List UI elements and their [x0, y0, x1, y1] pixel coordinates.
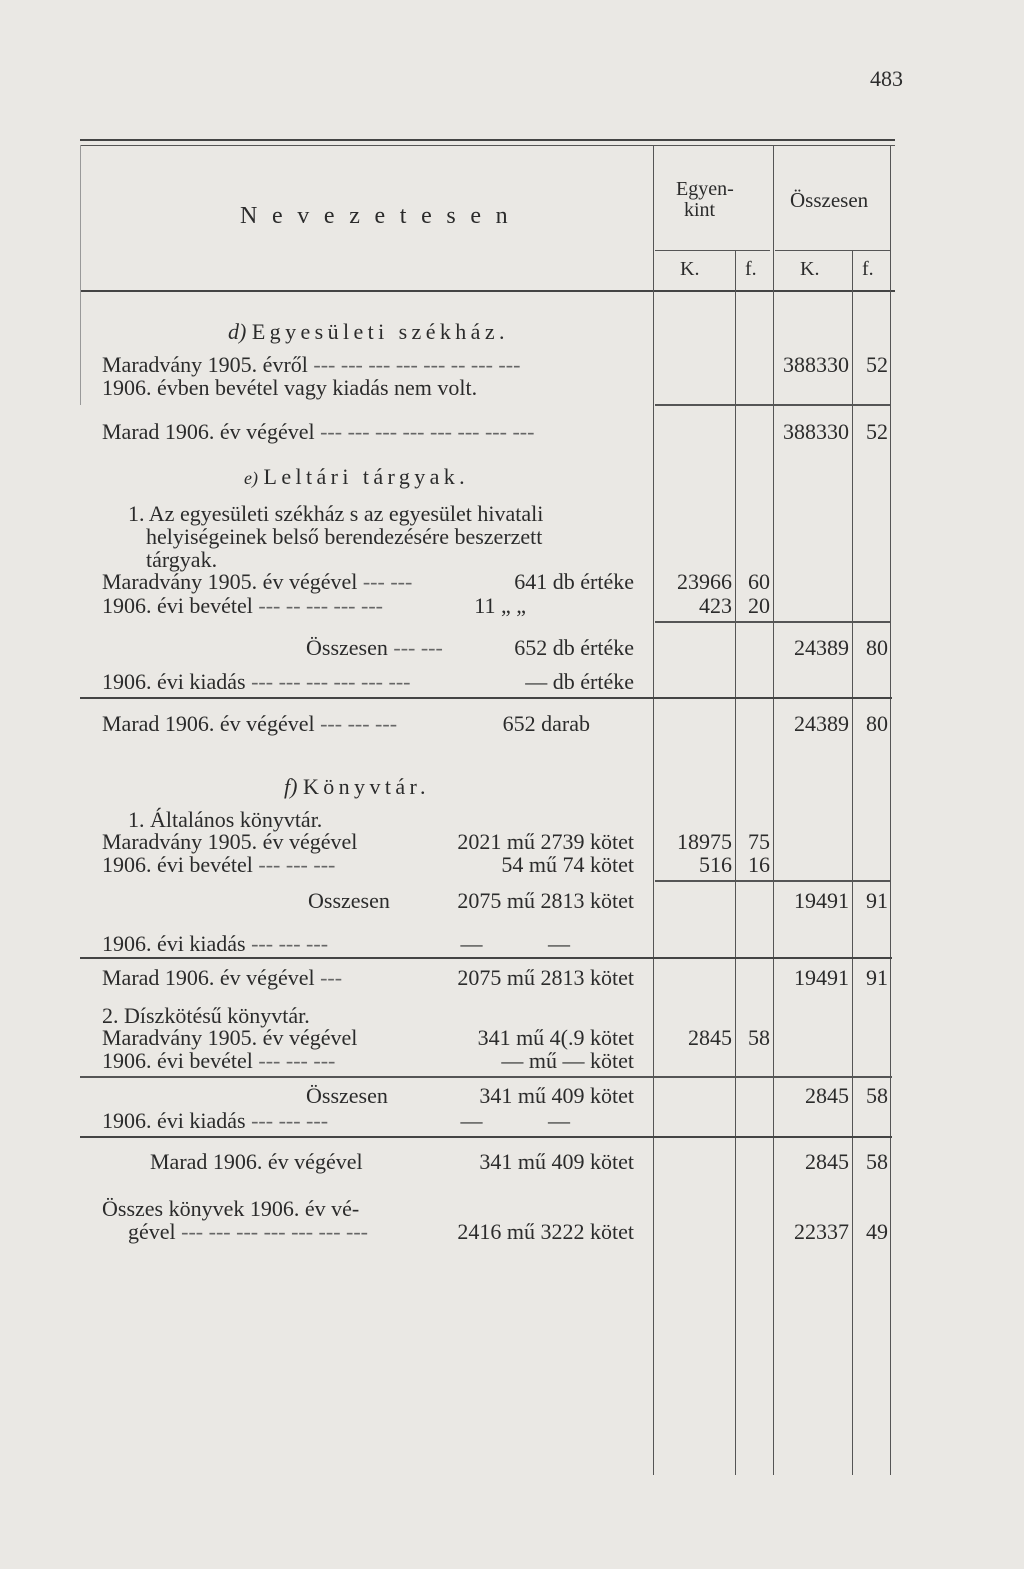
d-row1-total-k: 388330	[783, 352, 849, 377]
section-f-letter: f)	[284, 774, 298, 799]
f-b-out-qty: — —	[460, 1108, 570, 1133]
f-b-sum-rule	[80, 1076, 892, 1078]
header-k-total: K.	[800, 258, 820, 280]
e-sum-total-f: 80	[866, 635, 888, 660]
d-row3-total-k: 388330	[783, 419, 849, 444]
f-b-remain-rule	[80, 1136, 892, 1138]
e-rem-label	[102, 712, 397, 736]
e-remain-rule	[80, 697, 892, 699]
d-row2-label: 1906. évben bevétel vagy kiadás nem volt.	[102, 375, 478, 400]
f-b2-qty: — mű — kötet	[501, 1048, 634, 1073]
header-k-unit: K.	[680, 258, 700, 280]
e-row1-unit-f: 60	[748, 569, 770, 594]
e-sum-dots: --- ---	[393, 635, 443, 660]
d-subtotal-rule	[655, 404, 890, 406]
f-all-line2	[128, 1220, 368, 1244]
f-a-rem-total-f: 91	[866, 965, 888, 990]
e-row1-dots: --- ---	[362, 569, 413, 594]
f-a-sum-label: Osszesen	[308, 888, 390, 913]
e-row1-qty: 641 db értéke	[514, 569, 634, 594]
f-b2-text: 1906. évi bevétel	[102, 1048, 253, 1073]
f-sub1: 1. Általános könyvtár.	[128, 807, 323, 832]
f-all-qty: 2416 mű 3222 kötet	[457, 1219, 634, 1244]
e-row2-dots: --- -- --- --- ---	[258, 593, 383, 618]
d-row1-text: Maradvány 1905. évről	[102, 352, 308, 377]
f-b2-dots: --- --- ---	[258, 1048, 336, 1073]
e-sum-text: Összesen	[306, 635, 388, 660]
e-rem-total-f: 80	[866, 711, 888, 736]
e-sum-qty: 652 db értéke	[514, 635, 634, 660]
f-b-sum-total-k: 2845	[805, 1083, 849, 1108]
e-row1-label	[102, 570, 412, 594]
f-b-rem-total-k: 2845	[805, 1149, 849, 1174]
e-rem-total-k: 24389	[794, 711, 849, 736]
f-a2-unit-f: 16	[748, 852, 770, 877]
f-a1-label: Maradvány 1905. év végével	[102, 829, 358, 854]
f-a2-text: 1906. évi bevétel	[102, 852, 253, 877]
e-row2-label	[102, 594, 383, 618]
col-name-header: N e v e z e t e s e n	[240, 203, 512, 229]
e-rem-text: Marad 1906. év végével	[102, 711, 315, 736]
e-rem-dots: --- --- ---	[320, 711, 398, 736]
e-rem-qty: 652 darab	[502, 711, 590, 736]
col-divider-1	[653, 145, 654, 1475]
section-e-heading: Leltári tárgyak.	[263, 464, 470, 489]
e-out-dots: --- --- --- --- --- ---	[251, 669, 411, 694]
f-a-sum-total-k: 19491	[794, 888, 849, 913]
f-a-out-text: 1906. évi kiadás	[102, 931, 246, 956]
e-row2-unit-f: 20	[748, 593, 770, 618]
f-b-rem-total-f: 58	[866, 1149, 888, 1174]
f-b-out-text: 1906. évi kiadás	[102, 1108, 246, 1133]
page-number: 483	[870, 66, 903, 91]
left-border	[80, 145, 81, 405]
f-a1-unit-k: 18975	[677, 829, 732, 854]
f-all-total-f: 49	[866, 1219, 888, 1244]
f-b-out-label	[102, 1109, 328, 1133]
f-b-sum-qty: 341 mű 409 kötet	[479, 1083, 634, 1108]
col-unit-header-1: Egyen-	[676, 178, 734, 200]
header-f-unit: f.	[745, 258, 757, 280]
e-para-line1: 1. Az egyesületi székház s az egyesület hivatali	[128, 501, 544, 526]
f-a2-label	[102, 853, 335, 877]
f-a2-qty: 54 mű 74 kötet	[501, 852, 634, 877]
f-a-out-label	[102, 932, 328, 956]
e-out-text: 1906. évi kiadás	[102, 669, 246, 694]
e-row2-text: 1906. évi bevétel	[102, 593, 253, 618]
f-b2-label	[102, 1049, 335, 1073]
e-out-qty: — db értéke	[525, 669, 634, 694]
e-row1-unit-k: 23966	[677, 569, 732, 594]
section-d-title	[228, 320, 509, 344]
f-a-sum-rule	[655, 880, 890, 882]
f-a-sum-qty: 2075 mű 2813 kötet	[457, 888, 634, 913]
f-all-total-k: 22337	[794, 1219, 849, 1244]
section-d-heading: Egyesületi székház.	[251, 319, 509, 344]
section-e-title	[244, 465, 469, 490]
d-row3-text: Marad 1906. év végével	[102, 419, 315, 444]
section-e-letter: e)	[244, 468, 258, 488]
header-f-total: f.	[862, 258, 874, 280]
e-sum-total-k: 24389	[794, 635, 849, 660]
e-out-label	[102, 670, 410, 694]
f-a2-unit-k: 516	[699, 852, 732, 877]
d-row3-dots: --- --- --- --- --- --- --- ---	[320, 419, 535, 444]
e-row2-unit-k: 423	[699, 593, 732, 618]
section-d-letter: d)	[228, 319, 247, 344]
e-row1-text: Maradvány 1905. év végével	[102, 569, 358, 594]
header-subrule-left	[655, 250, 770, 251]
f-all-dots: --- --- --- --- --- --- ---	[181, 1219, 369, 1244]
section-f-heading: Könyvtár.	[302, 774, 430, 799]
header-subrule-right	[775, 250, 890, 251]
d-row3-label	[102, 420, 534, 444]
f-b-rem-qty: 341 mű 409 kötet	[479, 1149, 634, 1174]
e-para-line2: helyiségeinek belső berendezésére beszerzett	[146, 524, 543, 549]
e-sum-label	[306, 636, 443, 660]
col-divider-3	[773, 145, 774, 1475]
f-b-out-dots: --- --- ---	[251, 1108, 329, 1133]
f-b1-qty: 341 mű 4(.9 kötet	[477, 1025, 634, 1050]
f-a2-dots: --- --- ---	[258, 852, 336, 877]
f-a-rem-label	[102, 966, 342, 990]
col-divider-2	[735, 250, 736, 1475]
f-b1-label: Maradvány 1905. év végével	[102, 1025, 358, 1050]
f-a-out-qty: — —	[460, 931, 570, 956]
f-a-rem-qty: 2075 mű 2813 kötet	[457, 965, 634, 990]
e-sum-rule	[655, 621, 890, 623]
f-b1-unit-f: 58	[748, 1025, 770, 1050]
section-f-title	[284, 775, 430, 799]
col-unit-header-2: kint	[684, 199, 716, 221]
d-row1-dots: --- --- --- --- --- -- --- ---	[313, 352, 521, 377]
f-a-out-dots: --- --- ---	[251, 931, 329, 956]
col-divider-4	[852, 250, 853, 1475]
table-top-rule	[80, 139, 895, 141]
f-a-sum-total-f: 91	[866, 888, 888, 913]
f-b-sum-total-f: 58	[866, 1083, 888, 1108]
d-row1-label	[102, 353, 520, 377]
f-a-rem-text: Marad 1906. év végével	[102, 965, 315, 990]
d-row3-total-f: 52	[866, 419, 888, 444]
f-b-rem-label: Marad 1906. év végével	[150, 1149, 363, 1174]
f-a1-qty: 2021 mű 2739 kötet	[457, 829, 634, 854]
f-sub2: 2. Díszkötésű könyvtár.	[102, 1003, 310, 1028]
f-a1-unit-f: 75	[748, 829, 770, 854]
col-total-header: Összesen	[790, 188, 869, 212]
e-row2-qty: 11 „ „	[474, 593, 526, 618]
f-all-text: gével	[128, 1219, 176, 1244]
e-para-line3: tárgyak.	[146, 547, 218, 572]
f-a-rem-total-k: 19491	[794, 965, 849, 990]
f-a-remain-rule	[80, 957, 892, 959]
f-a-rem-dots: ---	[320, 965, 343, 990]
d-row1-total-f: 52	[866, 352, 888, 377]
f-b-sum-label: Összesen	[306, 1083, 388, 1108]
f-b1-unit-k: 2845	[688, 1025, 732, 1050]
col-divider-5	[890, 145, 891, 1475]
f-all-line1: Összes könyvek 1906. év vé-	[102, 1196, 360, 1221]
